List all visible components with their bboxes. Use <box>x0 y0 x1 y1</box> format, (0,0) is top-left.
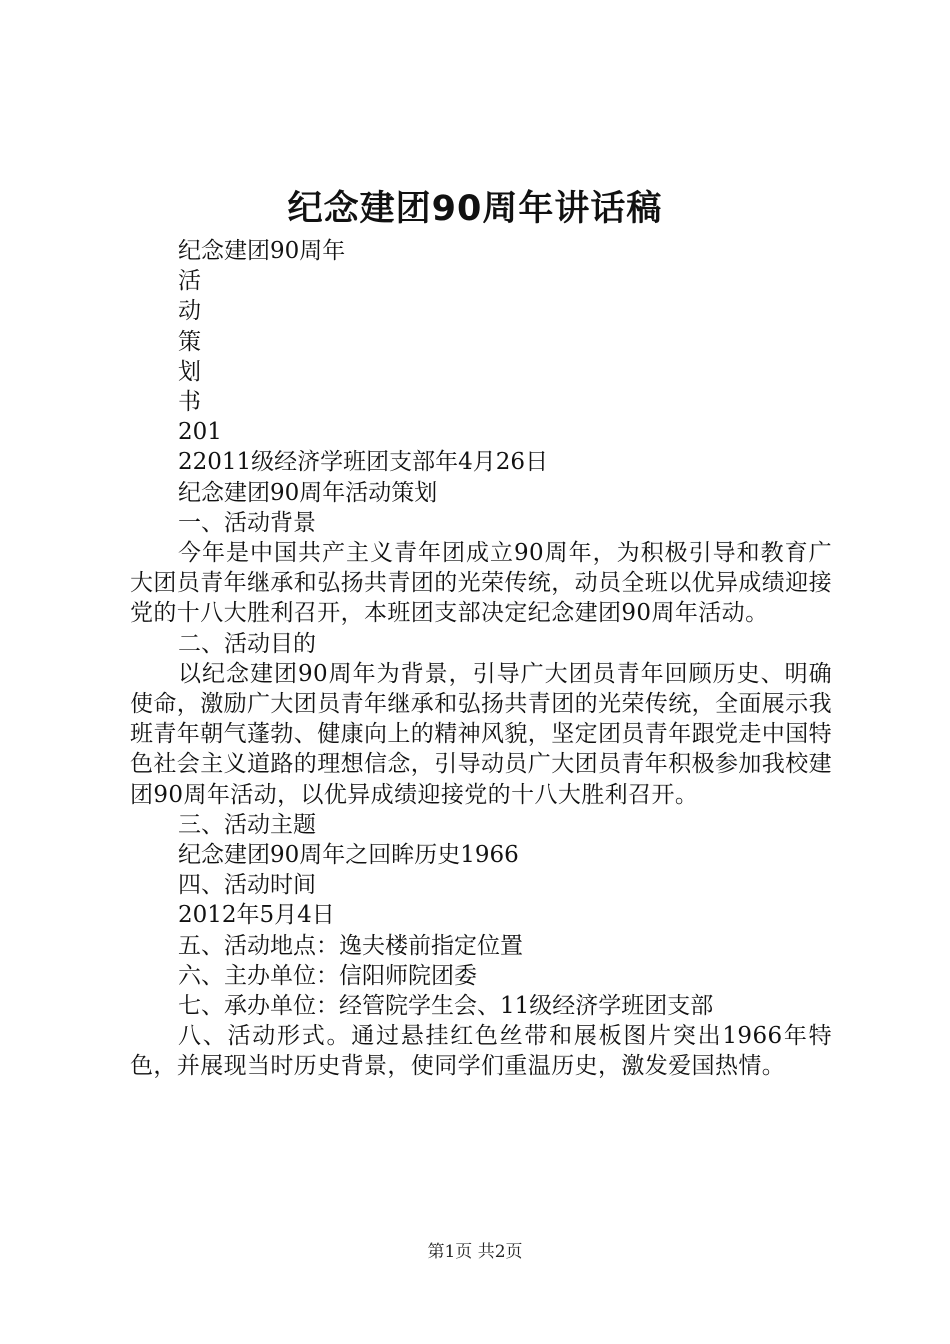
document-body <box>130 236 832 1082</box>
text-line: 纪念建团90周年 <box>178 238 346 264</box>
section-heading: 二、活动目的 <box>178 630 316 657</box>
text-line: 七、承办单位：经管院学生会、11级经济学班团支部 <box>178 993 714 1020</box>
section-heading: 三、活动主题 <box>178 811 316 838</box>
text-line: 六、主办单位：信阳师院团委 <box>178 962 477 989</box>
text-line: 纪念建团90周年活动策划 <box>178 479 438 506</box>
text-line: 五、活动地点：逸夫楼前指定位置 <box>178 932 523 959</box>
section-heading: 一、活动背景 <box>178 509 316 536</box>
paragraph-purpose: 以纪念建团90周年为背景，引导广大团员青年回顾历史、明确使命，激励广大团员青年继承和弘扬共青团的光荣传统，全面展示我班青年朝气蓬勃、健康向上的精神风貌，坚定团员青年跟党走中国特色社会主义道路的理想信念，引导动员广大团员青年积极参加我校建团90周年活动，以优异成绩迎接党的十八大胜利召开。 <box>130 660 832 808</box>
text-line: 活 <box>178 268 201 295</box>
text-line: 动 <box>178 298 201 325</box>
text-line: 书 <box>178 389 201 416</box>
paragraph-background: 今年是中国共产主义青年团成立90周年，为积极引导和教育广大团员青年继承和弘扬共青团的光荣传统，动员全班以优异成绩迎接党的十八大胜利召开，本班团支部决定纪念建团90周年活动。 <box>130 540 832 627</box>
text-line: 划 <box>178 358 201 385</box>
text-line: 策 <box>178 328 201 355</box>
text-line: 22011级经济学班团支部年4月26日 <box>178 449 549 476</box>
section-heading: 四、活动时间 <box>178 872 316 899</box>
text-line: 纪念建团90周年之回眸历史1966 <box>178 842 519 869</box>
text-line: 201 <box>178 419 222 446</box>
text-line: 2012年5月4日 <box>178 902 335 929</box>
page-footer: 第1页 共2页 <box>427 1242 523 1262</box>
paragraph-form: 八、活动形式。通过悬挂红色丝带和展板图片突出1966年特色，并展现当时历史背景，使同学们重温历史，激发爱国热情。 <box>130 1023 832 1080</box>
document-title: 纪念建团90周年讲话稿 <box>287 189 663 229</box>
